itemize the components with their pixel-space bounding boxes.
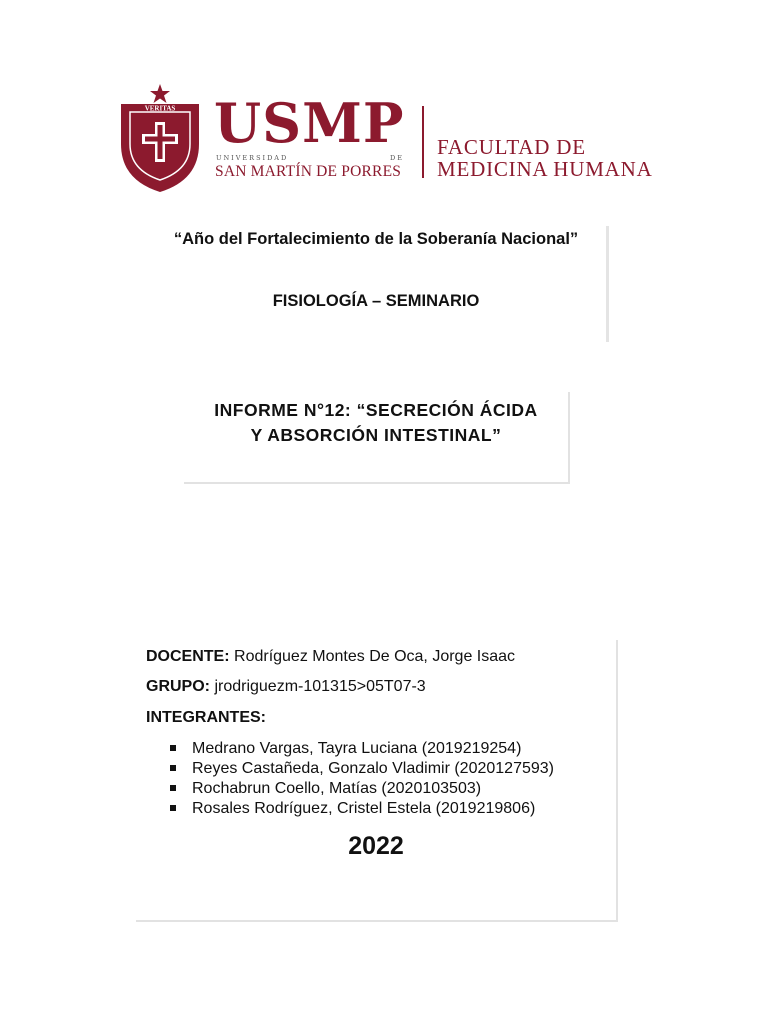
member-name: Rosales Rodríguez, Cristel Estela (2019219806) bbox=[192, 800, 536, 817]
report-title bbox=[184, 398, 568, 448]
grupo-value: jrodriguezm-101315>05T07-3 bbox=[210, 678, 426, 695]
year-motto: “Año del Fortalecimiento de la Soberanía Nacional” bbox=[173, 230, 579, 248]
usmp-wordmark: USMP bbox=[214, 91, 405, 155]
logo-divider bbox=[422, 106, 424, 178]
course-title: FISIOLOGÍA – SEMINARIO bbox=[272, 292, 480, 310]
university-line: UNIVERSIDAD DE bbox=[216, 154, 404, 162]
members-list bbox=[170, 739, 554, 819]
faculty-line-2: MEDICINA HUMANA bbox=[437, 157, 653, 181]
grupo-label: GRUPO: bbox=[146, 678, 210, 695]
bullet-icon bbox=[170, 785, 176, 791]
member-name: Rochabrun Coello, Matías (2020103503) bbox=[192, 780, 482, 797]
docente-label: DOCENTE: bbox=[146, 648, 230, 665]
bullet-icon bbox=[170, 745, 176, 751]
integrantes-label: INTEGRANTES: bbox=[146, 709, 266, 726]
list-item bbox=[170, 739, 554, 759]
member-name: Medrano Vargas, Tayra Luciana (2019219254) bbox=[192, 740, 522, 757]
university-crest-logo bbox=[118, 82, 202, 194]
list-item bbox=[170, 779, 554, 799]
bullet-icon bbox=[170, 765, 176, 771]
bullet-icon bbox=[170, 805, 176, 811]
document-year: 2022 bbox=[348, 832, 404, 860]
report-title-line-2: Y ABSORCIÓN INTESTINAL” bbox=[250, 425, 502, 445]
list-item bbox=[170, 799, 554, 819]
university-name: SAN MARTÍN DE PORRES bbox=[215, 163, 402, 180]
report-title-line-1: INFORME N°12: “SECRECIÓN ÁCIDA bbox=[214, 400, 538, 420]
svg-text:VERITAS: VERITAS bbox=[144, 104, 176, 113]
member-name: Reyes Castañeda, Gonzalo Vladimir (2020127593) bbox=[192, 760, 554, 777]
docente-value: Rodríguez Montes De Oca, Jorge Isaac bbox=[229, 648, 516, 665]
grupo-line bbox=[146, 678, 426, 696]
docente-line bbox=[146, 648, 515, 666]
faculty-line-1: FACULTAD DE bbox=[437, 135, 586, 159]
list-item bbox=[170, 759, 554, 779]
